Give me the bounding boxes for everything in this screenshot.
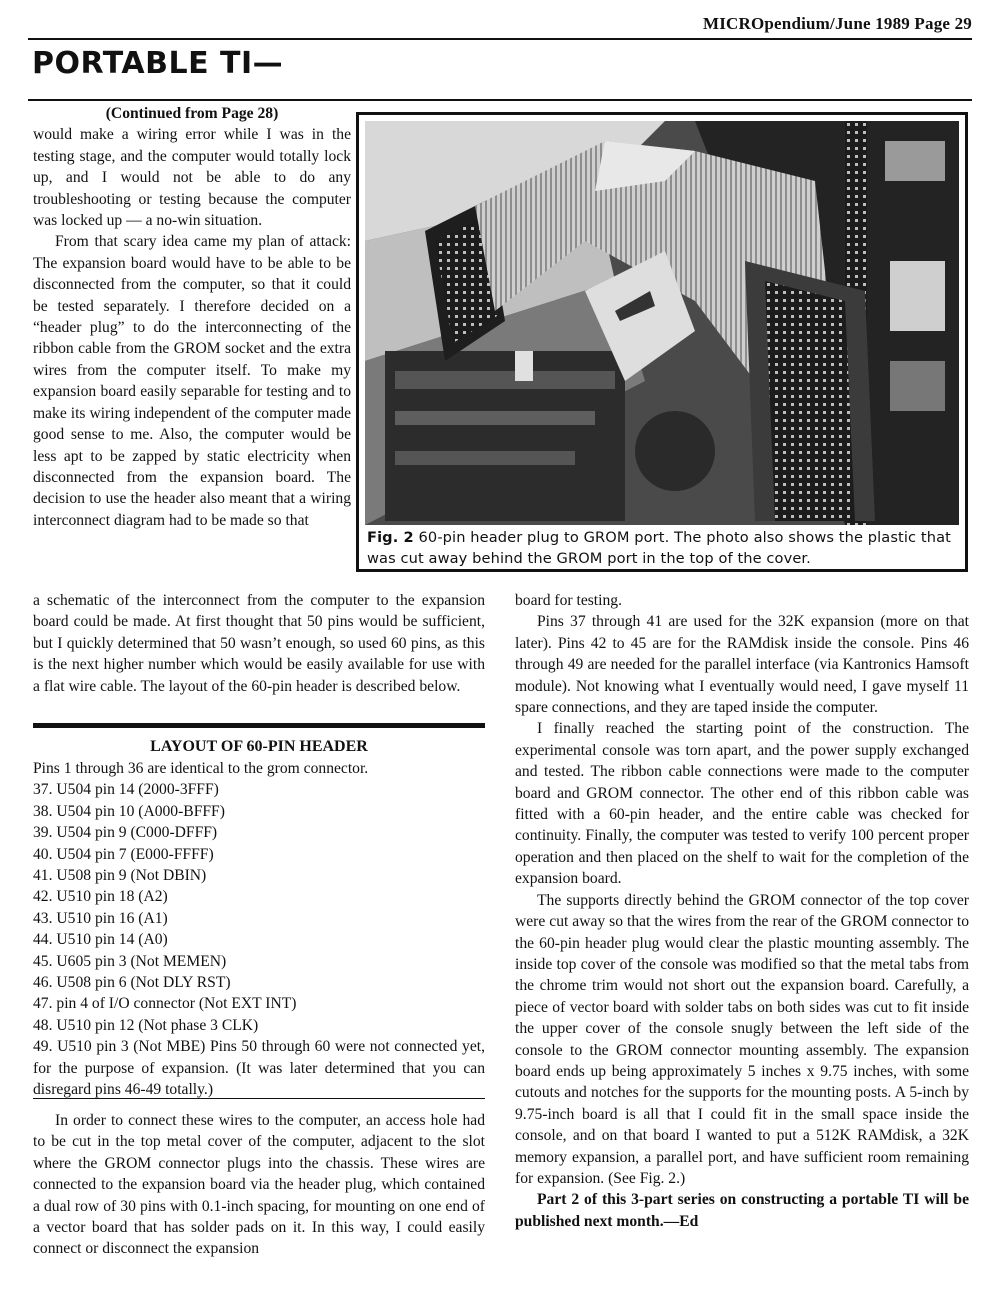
paragraph: would make a wiring error while I was in the testing stage, and the computer would totally lock up, and I would not be able to do any troubleshooting or testing because the computer was locked up — a no-win situation. [33, 126, 351, 230]
continued-from-note: (Continued from Page 28) [105, 105, 279, 122]
pin-list-item: 40. U504 pin 7 (E000-FFFF) [33, 845, 214, 863]
pin-list-item: 43. U510 pin 16 (A1) [33, 909, 168, 927]
circuit-board-photo-illustration [365, 121, 959, 525]
figure-2 [356, 112, 968, 572]
left-column-bottom [33, 1110, 485, 1260]
pin-list-item: 41. U508 pin 9 (Not DBIN) [33, 867, 207, 885]
pin-list-item: 38. U504 pin 10 (A000-BFFF) [33, 802, 225, 820]
section-divider [33, 1098, 485, 1099]
left-column-wide [33, 590, 485, 697]
pin-list-item: 47. pin 4 of I/O connector (Not EXT INT) [33, 995, 297, 1013]
pin-list-item: 46. U508 pin 6 (Not DLY RST) [33, 974, 231, 992]
figure-caption-text: 60-pin header plug to GROM port. The photo also shows the plastic that was cut away behind the GROM port in the top of the cover. [367, 529, 951, 567]
paragraph: From that scary idea came my plan of attack: The expansion board would have to be able to be disconnected from the computer, so that it could be tested separately. I therefore decided on a “header plug” to do the interconnecting of the ribbon cable from the GROM socket and the extra wires from the computer itself. To make my expansion board easily separable for testing and to make its wiring independent of the computer made good sense to me. Also, the computer would be less apt to be zapped by static electricity when disconnected from the expansion board. The decision to use the header also meant that a wiring interconnect diagram had to be made so that [33, 233, 351, 529]
running-head: MICROpendium/June 1989 Page 29 [702, 14, 972, 33]
left-column-top [33, 103, 351, 531]
paragraph: The supports directly behind the GROM connector of the top cover were cut away so that the wires from the rear of the GROM connector to the 60-pin header plug would clear the plastic mounting assembly. The inside top cover of the console was modified so that the metal tabs from the chrome trim would not short out the expansion board. Carefully, a piece of vector board with solder tabs on both sides was cut to fit inside the upper cover of the console snugly between the left side of the console to the GROM connector mounting assembly. The expansion board ends up being approximately 5 inches x 9.75 inches, with some cutouts and notches for the supports for the mounting posts. A 5-inch by 9.75-inch board is all that I could fit in the small space inside the console, and on that board I wanted to put a 512K RAMdisk, a 32K memory expansion, a parallel port, and have sufficient room remaining for expansion. (See Fig. 2.) [515, 891, 969, 1187]
paragraph: board for testing. [515, 592, 622, 609]
paragraph: In order to connect these wires to the computer, an access hole had to be cut in the top metal cover of the computer, adjacent to the slot where the GROM connector plugs into the chassis. These wires are connected to the expansion board via the header plug, which contained a dual row of 30 pins with 0.1-inch spacing, for mounting on one end of a vector board that has solder pads on it. In this way, I could easily connect or disconnect the expansion [33, 1112, 485, 1258]
right-column [515, 590, 969, 1232]
pin-list-item: 45. U605 pin 3 (Not MEMEN) [33, 952, 227, 970]
pin-list-item: 42. U510 pin 18 (A2) [33, 888, 168, 906]
header-rule [28, 38, 972, 40]
section-title: PORTABLE TI— [32, 46, 284, 81]
title-rule [28, 99, 972, 101]
paragraph: Pins 37 through 41 are used for the 32K expansion (more on that later). Pins 42 to 45 are for the RAMdisk inside the console. Pins 46 through 49 are needed for the parallel interface (via Kantronics Hamsoft module). Not knowing what I eventually would need, I gave myself 11 spare connections, and they are taped inside the computer. [515, 613, 969, 717]
pin-list-item: 44. U510 pin 14 (A0) [33, 931, 168, 949]
pin-layout-heading: LAYOUT OF 60-PIN HEADER [150, 738, 368, 755]
pin-list [33, 779, 485, 1100]
layout-box-rule [33, 723, 485, 728]
pin-layout-box [33, 736, 485, 1101]
pin-list-item: 48. U510 pin 12 (Not phase 3 CLK) [33, 1016, 259, 1034]
pin-list-item: 49. U510 pin 3 (Not MBE) Pins 50 through 60 were not connected yet, for the purpose of expansion. (It was later determined that you can disregard pins 46-49 totally.) [33, 1038, 485, 1099]
pin-list-item: 39. U504 pin 9 (C000-DFFF) [33, 824, 218, 842]
paragraph: a schematic of the interconnect from the computer to the expansion board could be made. At first thought that 50 pins would be sufficient, but I quickly determined that 50 wasn’t enough, so used 60 pins, as this is the next higher number which would be easily available for use with a flat wire cable. The layout of the 60-pin header is described below. [33, 592, 485, 695]
pin-list-item: 37. U504 pin 14 (2000-3FFF) [33, 781, 219, 799]
editor-note: Part 2 of this 3-part series on constructing a portable TI will be published next month.—Ed [515, 1191, 969, 1230]
figure-photo [365, 121, 959, 525]
pin-layout-intro: Pins 1 through 36 are identical to the grom connector. [33, 760, 369, 777]
figure-caption [367, 527, 959, 569]
paragraph: I finally reached the starting point of the construction. The experimental console was torn apart, and the power supply exchanged and tested. The ribbon cable connections were made to the computer board and GROM connector. The other end of this ribbon cable was fitted with a 60-pin header, and the entire cable was checked for continuity. Finally, the computer was tested to verify 100 percent proper operation and then placed on the shelf to wait for the completion of the expansion board. [515, 720, 969, 888]
figure-label: Fig. 2 [367, 529, 414, 546]
